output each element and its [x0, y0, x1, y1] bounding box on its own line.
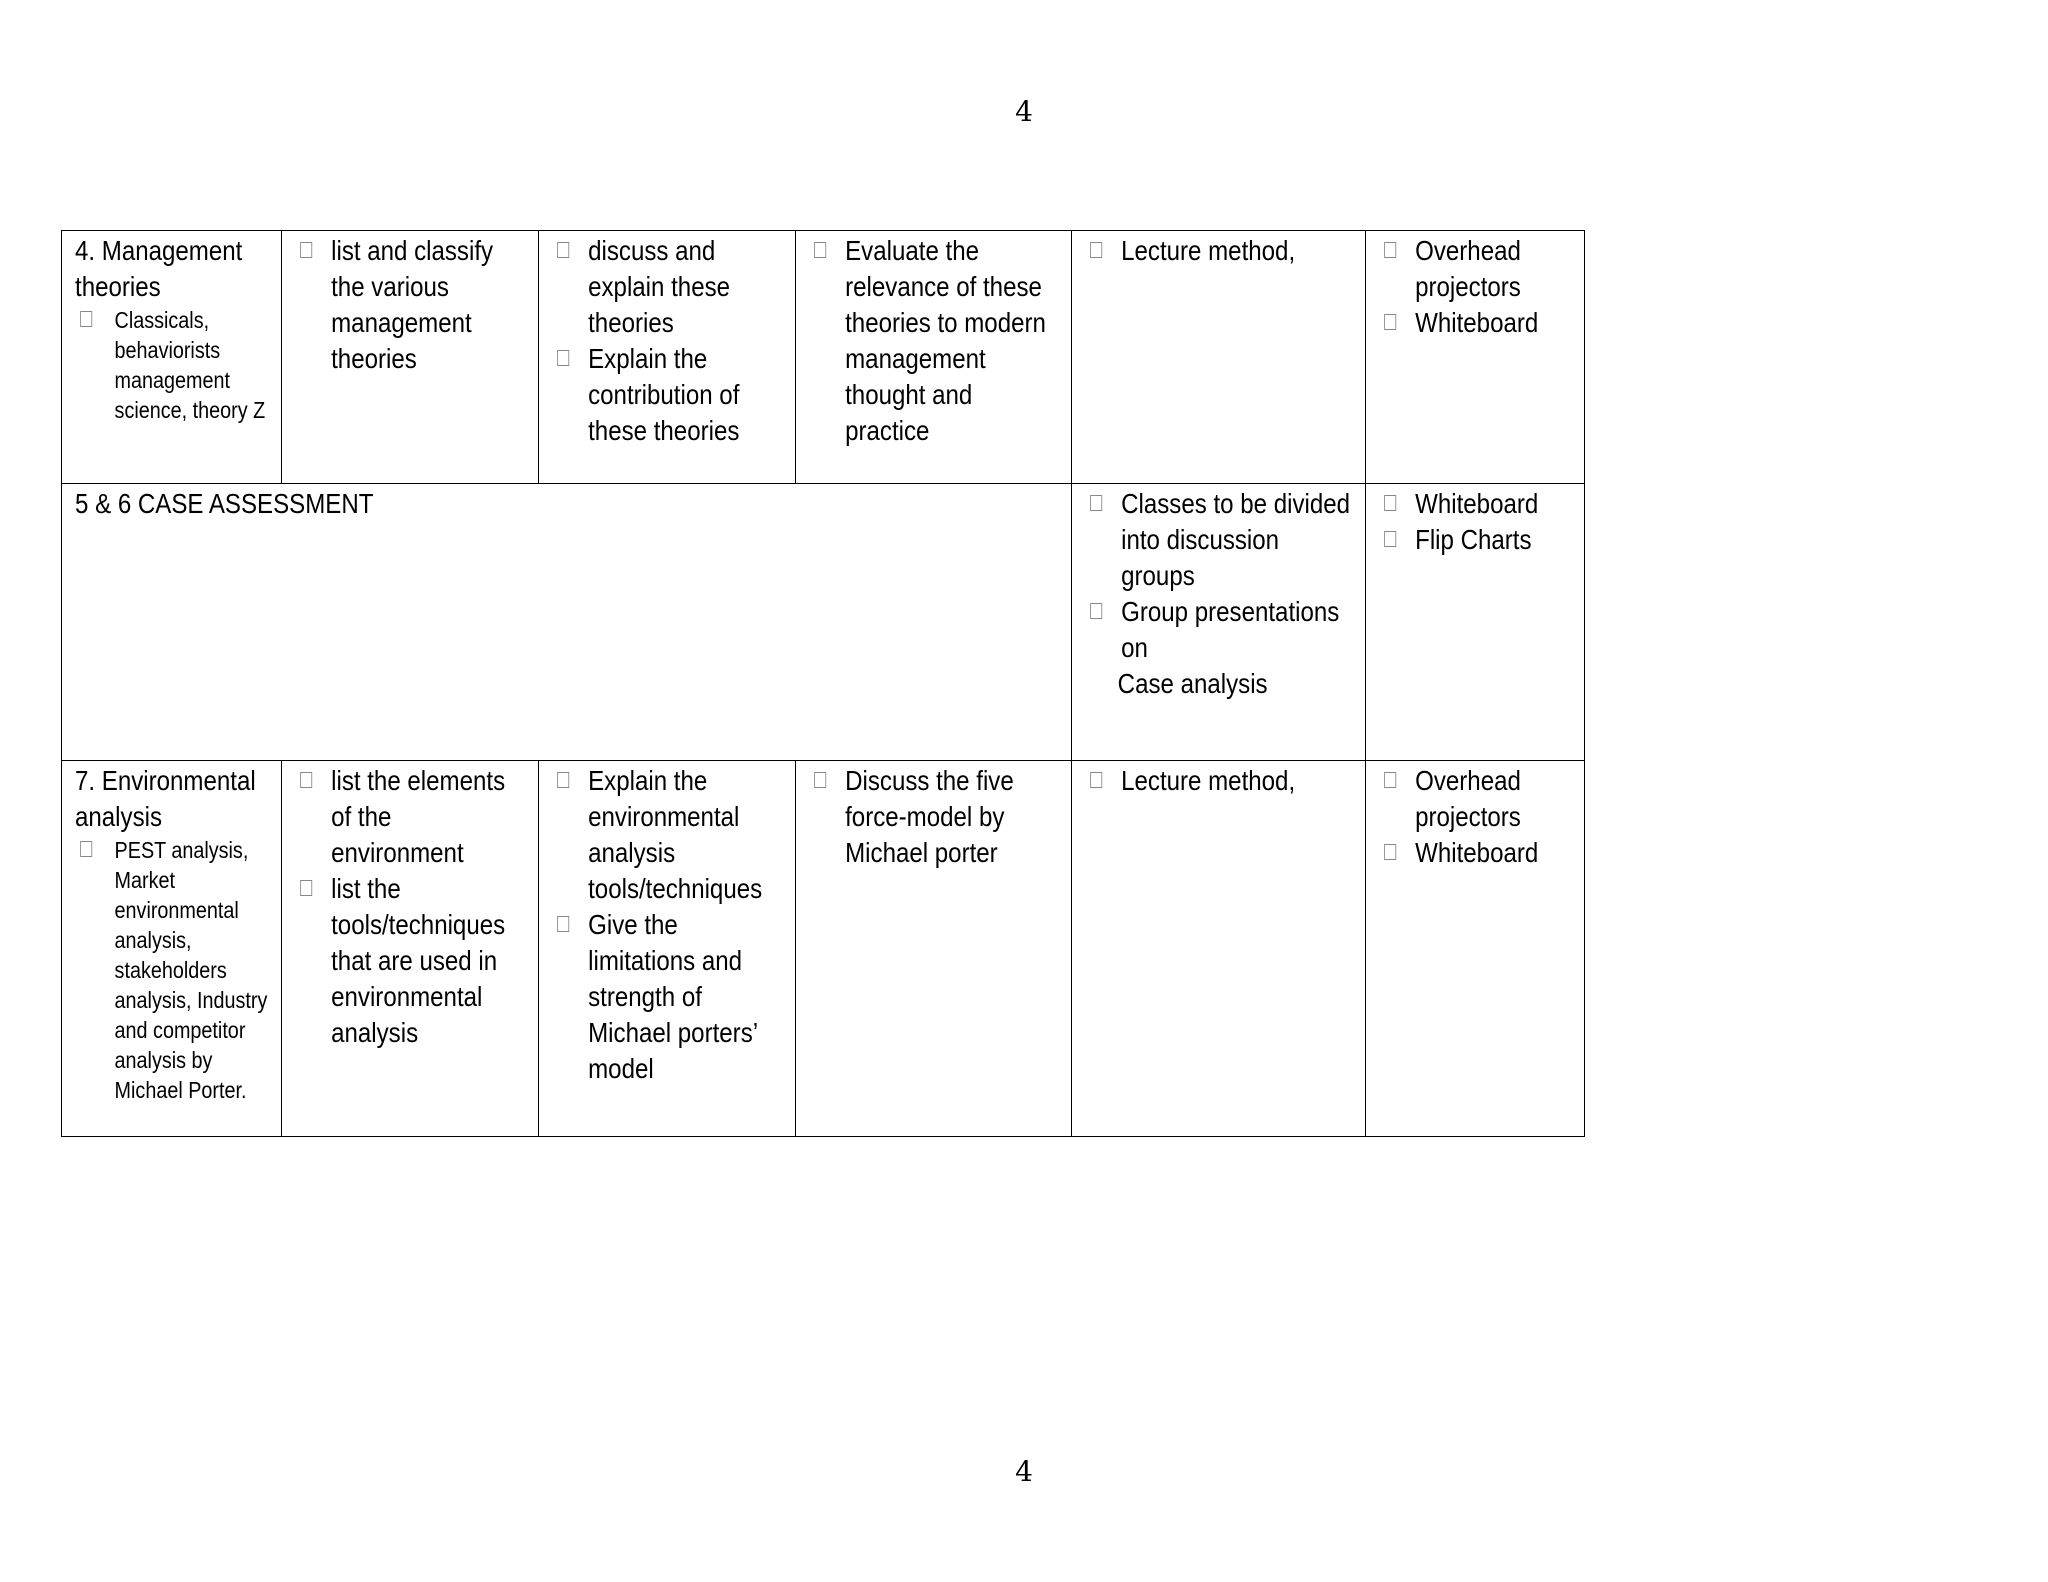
checkbox-bullet-icon [300, 242, 312, 258]
resources-cell [1366, 484, 1585, 761]
table-row [62, 484, 1585, 761]
list-item: Whiteboard [1379, 486, 1574, 522]
checkbox-bullet-icon [1384, 495, 1396, 511]
table-row [62, 231, 1585, 484]
list-item: Evaluate the relevance of these theories to modern management thought and practice [809, 233, 1060, 449]
topic-cell [62, 761, 282, 1137]
checkbox-bullet-icon [1384, 772, 1396, 788]
list-item: Whiteboard [1379, 305, 1574, 341]
checkbox-bullet-icon [1090, 772, 1102, 788]
checkbox-bullet-icon [557, 916, 569, 932]
list-item: Explain the environmental analysis tools/techniques [552, 763, 784, 907]
list-item: Whiteboard [1379, 835, 1574, 871]
objective-cell [796, 761, 1072, 1137]
case-assessment-title: 5 & 6 CASE ASSESSMENT [75, 488, 374, 519]
method-cell [1072, 231, 1366, 484]
checkbox-bullet-icon [80, 841, 92, 857]
checkbox-bullet-icon [1384, 242, 1396, 258]
list-item: PEST analysis, Market environmental analysis, stakeholders analysis, Industry and competitor analysis by Michael Porter. [75, 835, 271, 1105]
list-item: list and classify the various management theories [295, 233, 527, 377]
list-item: list the elements of the environment [295, 763, 527, 871]
checkbox-bullet-icon [1384, 844, 1396, 860]
checkbox-bullet-icon [1090, 242, 1102, 258]
checkbox-bullet-icon [1090, 603, 1102, 619]
topic-cell [62, 231, 282, 484]
list-item: Group presentations on [1085, 594, 1354, 666]
checkbox-bullet-icon [1384, 531, 1396, 547]
objective-cell [539, 761, 796, 1137]
case-analysis-text: Case analysis [1117, 668, 1268, 699]
resources-cell [1366, 761, 1585, 1137]
checkbox-bullet-icon [80, 311, 92, 327]
checkbox-bullet-icon [814, 242, 826, 258]
list-item: Overhead projectors [1379, 233, 1574, 305]
topic-title: 7. Environmental analysis [75, 765, 256, 832]
objective-cell [539, 231, 796, 484]
table-row [62, 761, 1585, 1137]
list-item: Classes to be divided into discussion groups [1085, 486, 1354, 594]
topic-title: 4. Management theories [75, 235, 243, 302]
topic-subpoints [75, 835, 271, 1105]
objective-cell [796, 231, 1072, 484]
topic-subpoints [75, 305, 271, 425]
list-item: discuss and explain these theories [552, 233, 784, 341]
list-item: Lecture method, [1085, 763, 1354, 799]
page-number-top: 4 [1015, 95, 1033, 128]
list-item: Discuss the five force-model by Michael porter [809, 763, 1060, 871]
method-cell [1072, 761, 1366, 1137]
list-item: Explain the contribution of these theories [552, 341, 784, 449]
checkbox-bullet-icon [1090, 495, 1102, 511]
list-item: Overhead projectors [1379, 763, 1574, 835]
checkbox-bullet-icon [814, 772, 826, 788]
checkbox-bullet-icon [1384, 314, 1396, 330]
checkbox-bullet-icon [300, 772, 312, 788]
checkbox-bullet-icon [557, 350, 569, 366]
list-item: Lecture method, [1085, 233, 1354, 269]
list-item: Give the limitations and strength of Michael porters’ model [552, 907, 784, 1087]
list-item: Flip Charts [1379, 522, 1574, 558]
case-assessment-cell [62, 484, 1072, 761]
method-cell [1072, 484, 1366, 761]
checkbox-bullet-icon [557, 242, 569, 258]
checkbox-bullet-icon [557, 772, 569, 788]
course-plan-table [61, 230, 1585, 1137]
objective-cell [282, 761, 539, 1137]
checkbox-bullet-icon [300, 880, 312, 896]
list-item: Classicals, behaviorists management science, theory Z [75, 305, 271, 425]
resources-cell [1366, 231, 1585, 484]
objective-cell [282, 231, 539, 484]
page-number-bottom: 4 [1015, 1455, 1033, 1488]
list-item: list the tools/techniques that are used in environmental analysis [295, 871, 527, 1051]
